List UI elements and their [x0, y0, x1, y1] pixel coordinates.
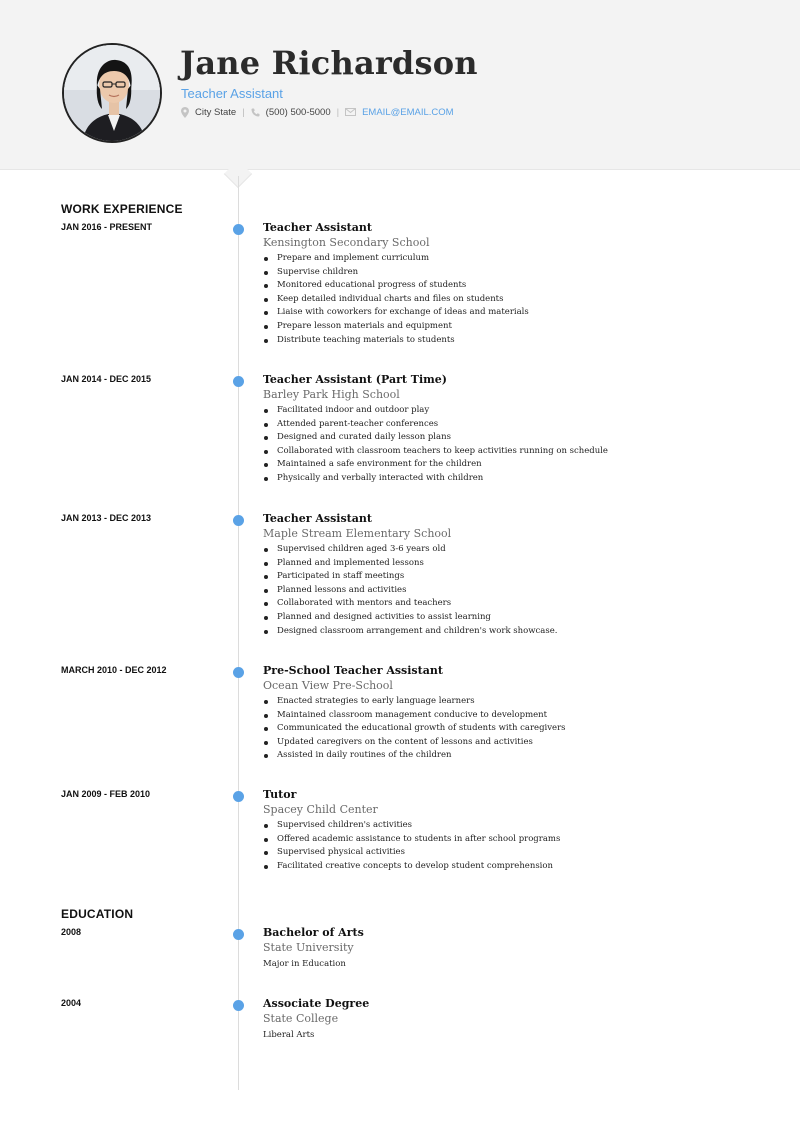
mail-icon [345, 108, 356, 116]
timeline-dot [233, 1000, 244, 1011]
contact-info [181, 105, 454, 119]
entry-date: JAN 2013 - DEC 2013 [61, 513, 152, 523]
entry-bullets [263, 252, 743, 347]
divider: | [336, 106, 340, 118]
contact-email-link[interactable]: EMAIL@EMAIL.COM [362, 106, 454, 118]
location-pin-icon [181, 107, 189, 118]
bullet-item: Attended parent-teacher conferences [263, 418, 743, 432]
entry-date: JAN 2009 - FEB 2010 [61, 789, 151, 799]
bullet-item: Offered academic assistance to students in after school programs [263, 833, 743, 847]
bullet-item: Prepare and implement curriculum [263, 252, 743, 266]
entry-school: State College [263, 1012, 339, 1025]
profile-photo [62, 43, 162, 143]
bullet-item: Supervise children [263, 266, 743, 280]
bullet-item: Participated in staff meetings [263, 570, 743, 584]
bullet-item: Collaborated with mentors and teachers [263, 597, 743, 611]
bullet-item: Maintained classroom management conducive to development [263, 709, 743, 723]
phone-icon [251, 108, 260, 117]
bullet-item: Designed classroom arrangement and children's work showcase. [263, 625, 743, 639]
timeline-dot [233, 667, 244, 678]
bullet-item: Planned lessons and activities [263, 584, 743, 598]
entry-note: Liberal Arts [263, 1030, 315, 1040]
bullet-item: Designed and curated daily lesson plans [263, 431, 743, 445]
timeline-dot [233, 791, 244, 802]
entry-date: JAN 2016 - PRESENT [61, 222, 153, 232]
entry-organization: Kensington Secondary School [263, 236, 430, 249]
entry-bullets [263, 695, 743, 763]
entry-role: Teacher Assistant [263, 221, 372, 234]
timeline-dot [233, 515, 244, 526]
entry-date: JAN 2014 - DEC 2015 [61, 374, 152, 384]
bullet-item: Facilitated indoor and outdoor play [263, 404, 743, 418]
bullet-item: Keep detailed individual charts and files on students [263, 293, 743, 307]
bullet-item: Assisted in daily routines of the children [263, 749, 743, 763]
bullet-item: Collaborated with classroom teachers to keep activities running on schedule [263, 445, 743, 459]
bullet-item: Supervised children's activities [263, 819, 743, 833]
resume-header [0, 0, 800, 170]
bullet-item: Planned and implemented lessons [263, 557, 743, 571]
bullet-item: Prepare lesson materials and equipment [263, 320, 743, 334]
bullet-item: Liaise with coworkers for exchange of ideas and materials [263, 306, 743, 320]
entry-note: Major in Education [263, 959, 346, 969]
entry-role: Pre-School Teacher Assistant [263, 664, 443, 677]
bullet-item: Updated caregivers on the content of lessons and activities [263, 736, 743, 750]
timeline-line [238, 176, 239, 1090]
work-experience-heading: WORK EXPERIENCE [61, 202, 183, 216]
entry-organization: Maple Stream Elementary School [263, 527, 452, 540]
timeline-dot [233, 224, 244, 235]
entry-date: 2008 [61, 927, 82, 937]
education-heading: EDUCATION [61, 907, 134, 921]
bullet-item: Communicated the educational growth of students with caregivers [263, 722, 743, 736]
entry-bullets [263, 819, 743, 873]
entry-bullets [263, 543, 743, 638]
divider: | [242, 106, 245, 118]
entry-date: MARCH 2010 - DEC 2012 [61, 665, 167, 675]
candidate-title: Teacher Assistant [181, 86, 283, 101]
bullet-item: Planned and designed activities to assist learning [263, 611, 743, 625]
entry-degree: Associate Degree [263, 997, 370, 1010]
entry-school: State University [263, 941, 354, 954]
bullet-item: Physically and verbally interacted with children [263, 472, 743, 486]
entry-role: Teacher Assistant [263, 512, 372, 525]
entry-role: Teacher Assistant (Part Time) [263, 373, 447, 386]
entry-organization: Barley Park High School [263, 388, 400, 401]
entry-organization: Ocean View Pre-School [263, 679, 393, 692]
candidate-name: Jane Richardson [180, 44, 478, 82]
entry-organization: Spacey Child Center [263, 803, 378, 816]
entry-date: 2004 [61, 998, 82, 1008]
entry-bullets [263, 404, 743, 486]
timeline-dot [233, 929, 244, 940]
bullet-item: Facilitated creative concepts to develop student comprehension [263, 860, 743, 874]
bullet-item: Maintained a safe environment for the children [263, 458, 743, 472]
bullet-item: Distribute teaching materials to students [263, 334, 743, 348]
bullet-item: Monitored educational progress of students [263, 279, 743, 293]
bullet-item: Supervised physical activities [263, 846, 743, 860]
entry-role: Tutor [263, 788, 297, 801]
contact-location: City State [195, 106, 237, 118]
entry-degree: Bachelor of Arts [263, 926, 364, 939]
contact-phone: (500) 500-5000 [265, 106, 331, 118]
bullet-item: Enacted strategies to early language learners [263, 695, 743, 709]
timeline-dot [233, 376, 244, 387]
bullet-item: Supervised children aged 3-6 years old [263, 543, 743, 557]
